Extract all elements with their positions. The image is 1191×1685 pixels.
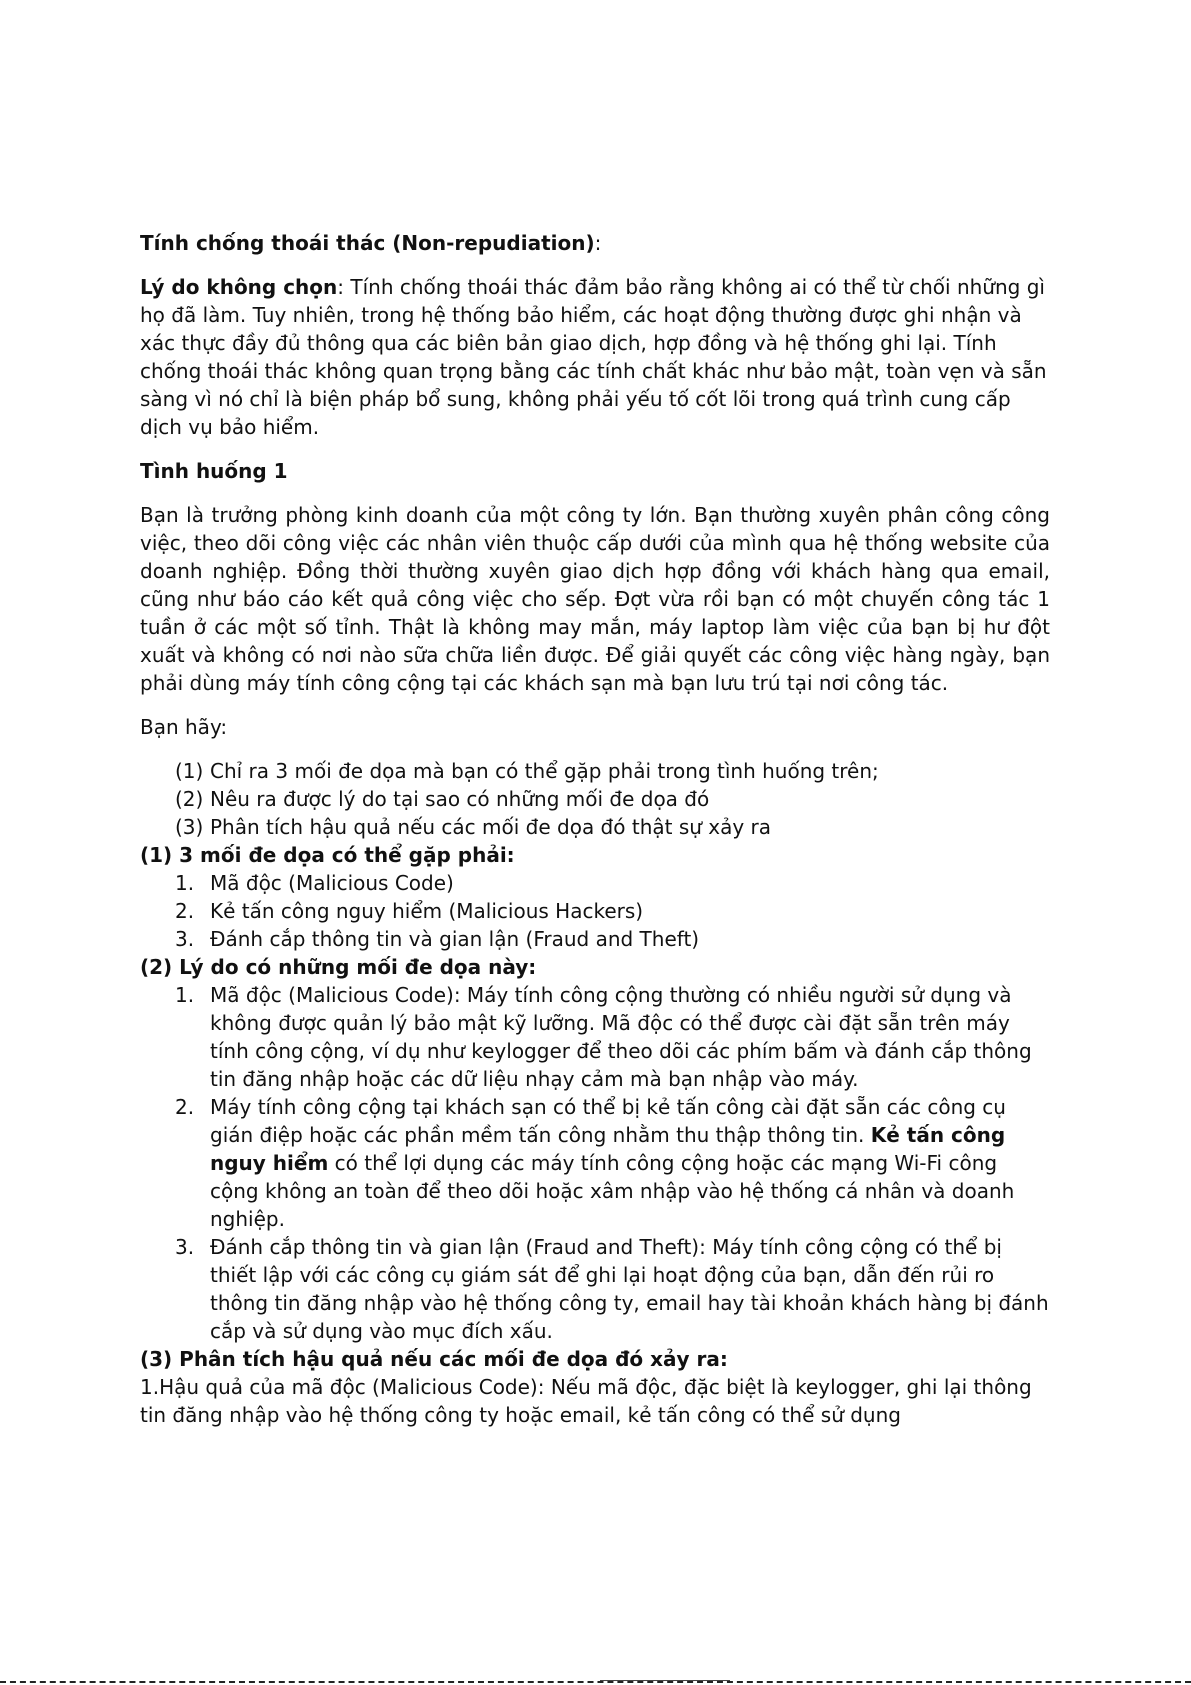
list-item <box>140 1233 1050 1345</box>
part3-heading: (3) Phân tích hậu quả nếu các mối đe dọa đó xảy ra: <box>140 1347 728 1371</box>
list-item-number: (2) <box>175 787 204 811</box>
list-item-text: Phân tích hậu quả nếu các mối đe dọa đó thật sự xảy ra <box>210 815 772 839</box>
list-item-text: Mã độc (Malicious Code): Máy tính công cộng thường có nhiều người sử dụng và không được quản lý bảo mật kỹ lưỡng. Mã độc có thể được cài đặt sẵn trên máy tính công cộng, ví dụ như keylogger để theo dõi các phím bấm và đánh cắp thông tin đăng nhập hoặc các dữ liệu nhạy cảm mà bạn nhập vào máy. <box>210 983 1032 1091</box>
document-page <box>140 229 1050 1429</box>
list-item-text-bold: Kẻ tấn công nguy hiểm <box>210 1123 1006 1175</box>
list-item <box>140 757 1050 785</box>
part3-paragraph: 1.Hậu quả của mã độc (Malicious Code): Nếu mã độc, đặc biệt là keylogger, ghi lại thông tin đăng nhập vào hệ thống công ty hoặc email, kẻ tấn công có thể sử dụng <box>140 1375 1032 1427</box>
list-item-number: (1) <box>175 759 204 783</box>
part1-heading: (1) 3 mối đe dọa có thể gặp phải: <box>140 843 515 867</box>
task-list <box>140 757 1050 841</box>
situation-paragraph: Bạn là trưởng phòng kinh doanh của một công ty lớn. Bạn thường xuyên phân công công việc, theo dõi công việc các nhân viên thuộc cấp dưới của mình qua hệ thống website của doanh nghiệp. Đồng thời thường xuyên giao dịch hợp đồng với khách hàng qua email, cũng như báo cáo kết quả công việc cho sếp. Đợt vừa rồi bạn có một chuyến công tác 1 tuần ở các một số tỉnh. Thật là không may mắn, máy laptop làm việc của bạn bị hư đột xuất và không có nơi nào sữa chữa liền được. Để giải quyết các công việc hàng ngày, bạn phải dùng máy tính công cộng tại các khách sạn mà bạn lưu trú tại nơi công tác. <box>140 503 1050 695</box>
task-intro: Bạn hãy: <box>140 715 228 739</box>
non-repudiation-heading-bold: Tính chống thoái thác (Non-repudiation) <box>140 231 595 255</box>
list-item-text: Đánh cắp thông tin và gian lận (Fraud and Theft): Máy tính công cộng có thể bị thiết lập với các công cụ giám sát để ghi lại hoạt động của bạn, dẫn đến rủi ro thông tin đăng nhập vào hệ thống công ty, email hay tài khoản khách hàng bị đánh cắp và sử dụng vào mục đích xấu. <box>210 1235 1049 1343</box>
list-item <box>140 1093 1050 1233</box>
reason-label: Lý do không chọn <box>140 275 338 299</box>
list-item-number: 2. <box>175 899 195 923</box>
list-item <box>140 981 1050 1093</box>
part2-heading: (2) Lý do có những mối đe dọa này: <box>140 955 537 979</box>
list-item <box>140 813 1050 841</box>
list-item-number: 3. <box>175 1235 195 1259</box>
reason-paragraph <box>140 273 1050 441</box>
list-item-text-a: Máy tính công cộng tại khách sạn có thể bị kẻ tấn công cài đặt sẵn các công cụ gián điệp hoặc các phần mềm tấn công nhằm thu thập thông tin. <box>210 1095 1006 1147</box>
list-item-text: Mã độc (Malicious Code) <box>210 871 454 895</box>
part2-list <box>140 981 1050 1345</box>
page-break-marker <box>600 1680 730 1681</box>
list-item-number: 1. <box>175 983 195 1007</box>
list-item-text: Đánh cắp thông tin và gian lận (Fraud and Theft) <box>210 927 700 951</box>
list-item-number: 3. <box>175 927 195 951</box>
list-item-text: Chỉ ra 3 mối đe dọa mà bạn có thể gặp phải trong tình huống trên; <box>210 759 879 783</box>
non-repudiation-heading <box>140 229 1050 257</box>
list-item-number: 2. <box>175 1095 195 1119</box>
list-item-text: Nêu ra được lý do tại sao có những mối đe dọa đó <box>210 787 710 811</box>
situation-heading: Tình huống 1 <box>140 459 288 483</box>
list-item <box>140 785 1050 813</box>
list-item-number: (3) <box>175 815 204 839</box>
list-item <box>140 897 1050 925</box>
page-break-line <box>0 1681 1191 1683</box>
list-item <box>140 869 1050 897</box>
list-item-number: 1. <box>175 871 195 895</box>
non-repudiation-heading-colon: : <box>594 231 602 255</box>
part1-list <box>140 869 1050 953</box>
list-item <box>140 925 1050 953</box>
reason-text: : Tính chống thoái thác đảm bảo rằng không ai có thể từ chối những gì họ đã làm. Tuy nhiên, trong hệ thống bảo hiểm, các hoạt động thường được ghi nhận và xác thực đầy đủ thông qua các biên bản giao dịch, hợp đồng và hệ thống ghi lại. Tính chống thoái thác không quan trọng bằng các tính chất khác như bảo mật, toàn vẹn và sẵn sàng vì nó chỉ là biện pháp bổ sung, không phải yếu tố cốt lõi trong quá trình cung cấp dịch vụ bảo hiểm. <box>140 275 1047 439</box>
list-item-text-b: có thể lợi dụng các máy tính công cộng hoặc các mạng Wi-Fi công cộng không an toàn để theo dõi hoặc xâm nhập vào hệ thống cá nhân và doanh nghiệp. <box>210 1151 1015 1231</box>
list-item-text: Kẻ tấn công nguy hiểm (Malicious Hackers) <box>210 899 644 923</box>
